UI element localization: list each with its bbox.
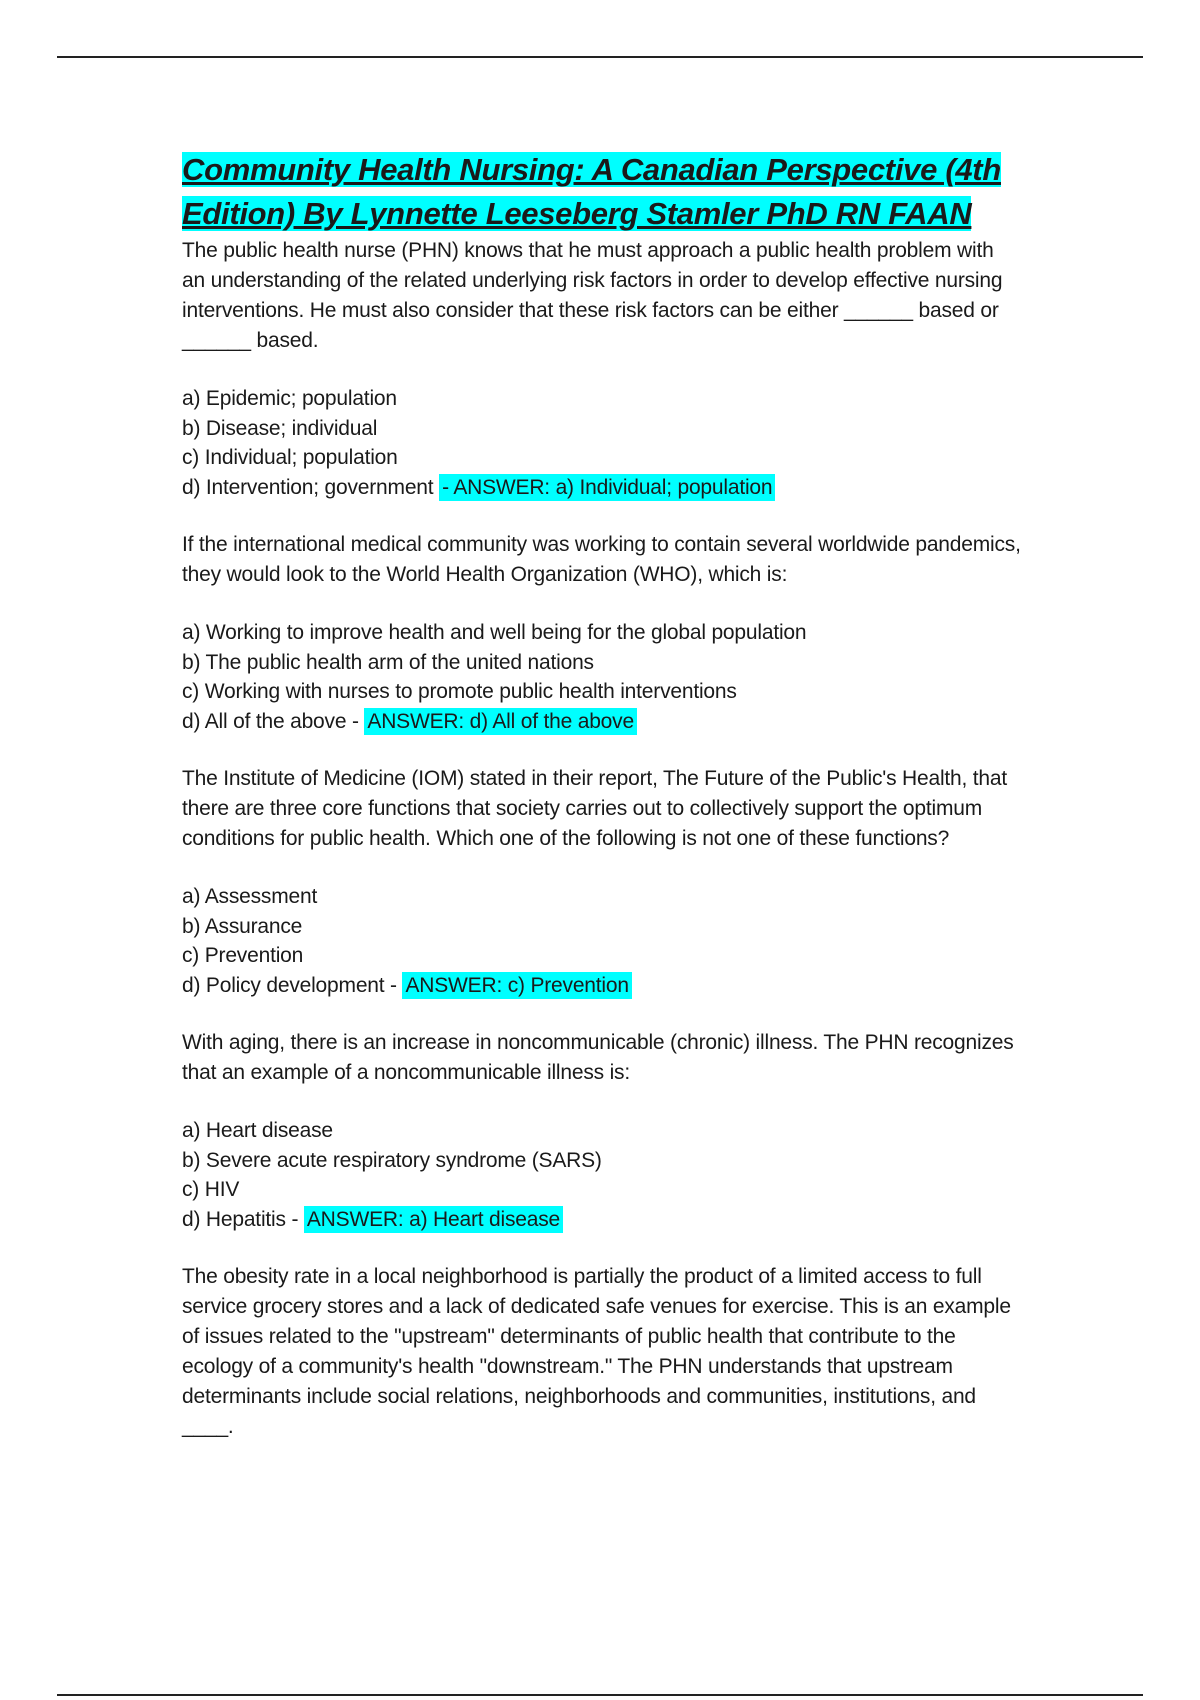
bottom-rule — [57, 1694, 1143, 1696]
question-block-4 — [182, 1028, 1022, 1234]
option-c: c) HIV — [182, 1178, 240, 1201]
option-b: b) Disease; individual — [182, 416, 378, 440]
top-rule — [57, 56, 1143, 58]
question-text: If the international medical community was working to contain several worldwide pandemics, they would look to the World Health Organization (WHO), which is: — [182, 533, 1021, 586]
option-b: b) Severe acute respiratory syndrome (SARS) — [182, 1148, 602, 1172]
option-c: c) Individual; population — [182, 446, 398, 469]
option-a: a) Epidemic; population — [182, 387, 397, 410]
question-text: With aging, there is an increase in noncommunicable (chronic) illness. The PHN recognizes that an example of a noncommunicable illness is: — [182, 1031, 1014, 1084]
answer-separator: - — [346, 709, 365, 733]
answer-options — [182, 384, 1022, 502]
document-body — [182, 148, 1022, 1442]
option-d — [182, 1205, 1022, 1235]
option-d — [182, 971, 1022, 1001]
question-block-2 — [182, 530, 1022, 736]
answer-options — [182, 618, 1022, 736]
question-block-3 — [182, 764, 1022, 1000]
option-c: c) Working with nurses to promote public health interventions — [182, 680, 737, 703]
answer-highlight: ANSWER: c) Prevention — [402, 972, 631, 999]
answer-highlight: ANSWER: d) All of the above — [364, 708, 637, 735]
option-a: a) Working to improve health and well being for the global population — [182, 621, 807, 644]
answer-separator: - — [285, 1207, 304, 1231]
option-d-label: d) All of the above — [182, 709, 347, 733]
option-b: b) The public health arm of the united nations — [182, 650, 594, 674]
answer-highlight: ANSWER: a) Heart disease — [304, 1206, 563, 1233]
option-d — [182, 473, 1022, 503]
answer-highlight: - ANSWER: a) Individual; population — [439, 474, 775, 501]
option-a: a) Assessment — [182, 885, 318, 908]
question-block-1 — [182, 236, 1022, 502]
answer-options — [182, 882, 1022, 1000]
option-a: a) Heart disease — [182, 1119, 333, 1142]
option-d-label: d) Policy development — [182, 973, 385, 997]
question-text: The Institute of Medicine (IOM) stated in their report, The Future of the Public's Health, that there are three core functions that society carries out to collectively support the optimum conditions for public health. Which one of the following is not one of these functions? — [182, 767, 1008, 850]
option-c: c) Prevention — [182, 944, 304, 967]
option-d-label: d) Intervention; government — [182, 475, 434, 499]
option-b: b) Assurance — [182, 914, 303, 938]
option-d — [182, 707, 1022, 737]
answer-separator: - — [384, 973, 403, 997]
option-d-label: d) Hepatitis — [182, 1207, 286, 1231]
document-title-text: Community Health Nursing: A Canadian Perspective (4th Edition) By Lynnette Leeseberg Stamler PhD RN FAAN — [182, 152, 1001, 231]
question-block-5 — [182, 1262, 1022, 1442]
question-text: The public health nurse (PHN) knows that he must approach a public health problem with an understanding of the related underlying risk factors in order to develop effective nursing interventions. He must also consider that these risk factors can be either ______ based or ______ based. — [182, 239, 1003, 352]
question-text: The obesity rate in a local neighborhood is partially the product of a limited access to full service grocery stores and a lack of dedicated safe venues for exercise. This is an example of issues related to the "upstream" determinants of public health that contribute to the ecology of a community's health "downstream." The PHN understands that upstream determinants include social relations, neighborhoods and communities, institutions, and ____. — [182, 1265, 1011, 1438]
answer-options — [182, 1116, 1022, 1234]
document-title — [182, 148, 1022, 236]
